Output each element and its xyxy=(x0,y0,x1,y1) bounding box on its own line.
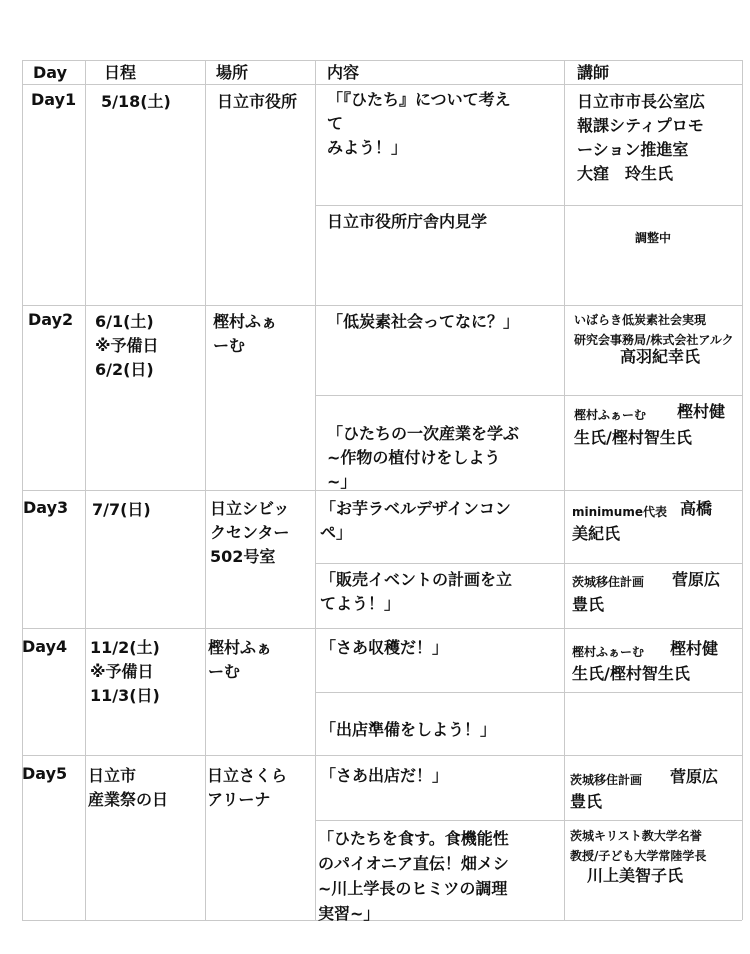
day-place: 日立さくら アリーナ xyxy=(207,766,288,809)
row-divider xyxy=(22,628,742,629)
subrow-divider xyxy=(315,563,742,564)
lecturer-name: 豊氏 xyxy=(570,792,603,811)
session-content: 日立市役所庁舎内見学 xyxy=(327,212,488,231)
day-place: 樫村ふぁ ーむ xyxy=(208,638,273,681)
lecturer-affiliation: 樫村ふぁーむ xyxy=(574,408,647,422)
day-place: 樫村ふぁ ーむ xyxy=(213,312,278,355)
lecturer-affiliation: 茨城移住計画 xyxy=(572,575,645,589)
header-place: 場所 xyxy=(216,63,249,82)
header-day: Day xyxy=(33,63,68,82)
lecturer-name: 菅原広 xyxy=(672,570,721,589)
session-content: 「ひたちを食す。食機能性 のパイオニア直伝！畑メシ ~川上学長のヒミツの調理 実習~」 xyxy=(318,829,509,923)
lecturer-name: 川上美智子氏 xyxy=(587,866,684,885)
session-content: 「さあ出店だ！」 xyxy=(320,766,449,785)
session-content: 「販売イベントの計画を立 てよう！」 xyxy=(320,570,513,613)
day-date: 6/1(土) ※予備日 6/2(日) xyxy=(95,312,159,379)
lecturer-name: 生氏/樫村智生氏 xyxy=(572,664,690,683)
subrow-divider xyxy=(315,395,742,396)
session-content: 「出店準備をしよう！」 xyxy=(320,720,497,739)
day-place: 日立市役所 xyxy=(217,92,298,111)
lecturer-name: 高羽紀幸氏 xyxy=(620,347,701,366)
day-label: Day1 xyxy=(31,90,77,109)
day-label: Day5 xyxy=(22,764,68,783)
lecturer-name: 豊氏 xyxy=(572,595,605,614)
subrow-divider xyxy=(315,692,742,693)
session-content: 「ひたちの一次産業を学ぶ ~作物の植付けをしよう ~」 xyxy=(327,424,520,491)
header-content: 内容 xyxy=(327,63,360,82)
lecturer-name: 美紀氏 xyxy=(572,524,621,543)
day-place: 日立シビッ クセンター 502号室 xyxy=(210,499,290,566)
lecturer-name: 樫村健 xyxy=(677,402,726,421)
header-date: 日程 xyxy=(104,63,137,82)
session-lecturer: 調整中 xyxy=(634,231,671,245)
row-divider xyxy=(22,305,742,306)
day-date: 11/2(土) ※予備日 11/3(日) xyxy=(90,638,160,705)
day-label: Day2 xyxy=(28,310,74,329)
day-date: 7/7(日) xyxy=(92,500,151,519)
session-content: 「お芋ラベルデザインコン ペ」 xyxy=(320,499,511,542)
session-content: 「さあ収穫だ！」 xyxy=(320,638,449,657)
lecturer-affiliation: minimume代表 xyxy=(572,505,667,519)
lecturer-affiliation: 樫村ふぁーむ xyxy=(572,645,645,659)
subrow-divider xyxy=(315,205,742,206)
lecturer-name: 樫村健 xyxy=(670,639,719,658)
lecturer-affiliation: 茨城移住計画 xyxy=(570,773,643,787)
lecturer-name: 高橋 xyxy=(680,499,713,518)
header-lecturer: 講師 xyxy=(577,63,610,82)
session-content: 「低炭素社会ってなに？」 xyxy=(327,312,520,331)
session-content: 「『ひたち』について考え て みよう！」 xyxy=(327,90,511,157)
day-date: 日立市 産業祭の日 xyxy=(88,766,169,809)
row-divider xyxy=(22,755,742,756)
day-date: 5/18(土) xyxy=(101,92,171,111)
table-border-right xyxy=(742,60,743,920)
lecturer-affiliation: いばらき低炭素社会実現 研究会事務局/株式会社アルク xyxy=(574,313,734,347)
lecturer-name: 菅原広 xyxy=(670,767,719,786)
session-lecturer: 日立市市長公室広 報課シティプロモ ーション推進室 大窪 玲生氏 xyxy=(577,92,706,183)
lecturer-affiliation: 茨城キリスト教大学名誉 教授/子ども大学常陸学長 xyxy=(570,829,707,863)
day-label: Day3 xyxy=(23,498,69,517)
subrow-divider xyxy=(315,820,742,821)
lecturer-name: 生氏/樫村智生氏 xyxy=(574,428,692,447)
day-label: Day4 xyxy=(22,637,68,656)
